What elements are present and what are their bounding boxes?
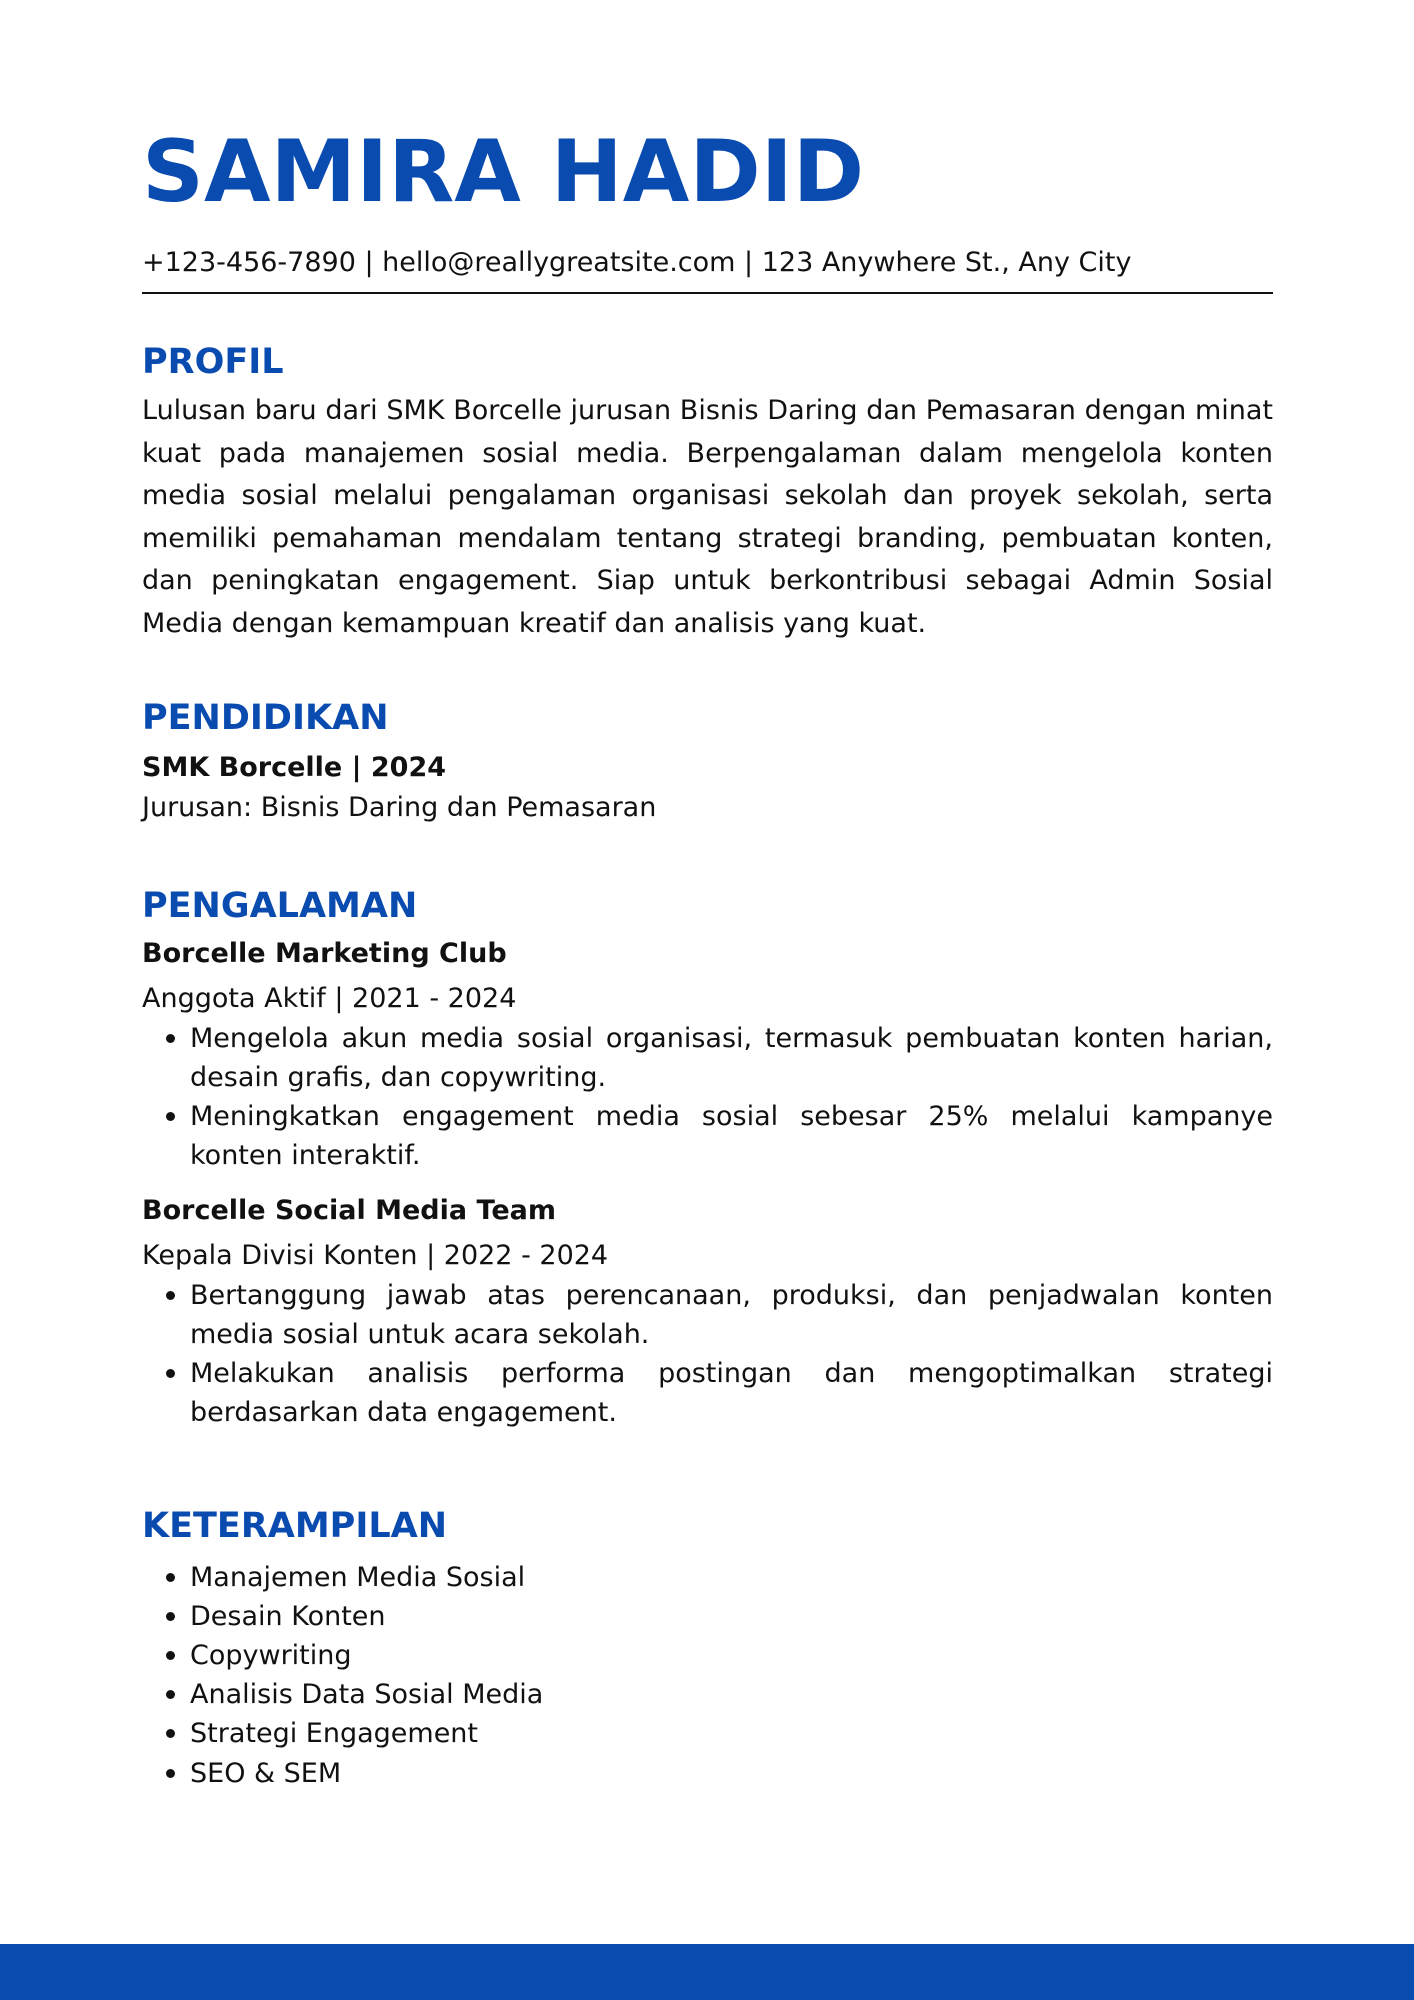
skill-text: Manajemen Media Sosial	[190, 1561, 526, 1593]
education-school: SMK Borcelle | 2024	[142, 751, 447, 783]
bullet-icon	[166, 1729, 175, 1738]
skills-heading: KETERAMPILAN	[142, 1505, 448, 1546]
list-item	[142, 1714, 1273, 1753]
bullet-text: Bertanggung jawab atas perencanaan, produksi, dan penjadwalan konten media sosial untuk acara sekolah.	[190, 1279, 1273, 1350]
experience-heading: PENGALAMAN	[142, 885, 418, 926]
bullet-text: Mengelola akun media sosial organisasi, termasuk pembuatan konten harian, desain grafis, dan copywriting.	[190, 1022, 1273, 1093]
bullet-icon	[166, 1034, 175, 1043]
list-item	[142, 1354, 1273, 1432]
job-bullets	[142, 1019, 1273, 1175]
bullet-text: Meningkatkan engagement media sosial sebesar 25% melalui kampanye konten interaktif.	[190, 1100, 1273, 1171]
job-org: Borcelle Marketing Club	[142, 937, 507, 969]
bullet-icon	[166, 1369, 175, 1378]
bullet-icon	[166, 1690, 175, 1699]
resume-page	[142, 118, 1273, 1793]
footer-accent-bar	[0, 1944, 1414, 2000]
skill-text: SEO & SEM	[190, 1757, 342, 1789]
list-item	[142, 1675, 1273, 1714]
skill-text: Strategi Engagement	[190, 1718, 479, 1750]
job-meta: Anggota Aktif | 2021 - 2024	[142, 982, 517, 1014]
list-item	[142, 1636, 1273, 1675]
list-item	[142, 1558, 1273, 1597]
profile-heading: PROFIL	[142, 342, 284, 382]
list-item	[142, 1097, 1273, 1175]
bullet-icon	[166, 1612, 175, 1621]
contact-line: +123-456-7890 | hello@reallygreatsite.com | 123 Anywhere St., Any City	[142, 247, 1132, 278]
header-divider	[142, 292, 1273, 294]
list-item	[142, 1019, 1273, 1097]
profile-text: Lulusan baru dari SMK Borcelle jurusan Bisnis Daring dan Pemasaran dengan minat kuat pada manajemen sosial media. Berpengalaman dalam mengelola konten media sosial melalui pengalaman organisasi sekolah dan proyek sekolah, serta memiliki pemahaman mendalam tentang strategi branding, pembuatan konten, dan peningkatan engagement. Siap untuk berkontribusi sebagai Admin Sosial Media dengan kemampuan kreatif dan analisis yang kuat.	[142, 395, 1273, 639]
bullet-icon	[166, 1573, 175, 1582]
job-bullets	[142, 1276, 1273, 1432]
list-item	[142, 1754, 1273, 1793]
job-org: Borcelle Social Media Team	[142, 1194, 556, 1226]
education-major: Jurusan: Bisnis Daring dan Pemasaran	[142, 791, 657, 823]
education-heading: PENDIDIKAN	[142, 697, 389, 738]
skill-text: Copywriting	[190, 1639, 352, 1671]
list-item	[142, 1597, 1273, 1636]
bullet-icon	[166, 1291, 175, 1300]
skill-text: Desain Konten	[190, 1600, 386, 1632]
job-meta: Kepala Divisi Konten | 2022 - 2024	[142, 1239, 609, 1271]
candidate-name: SAMIRA HADID	[142, 122, 865, 222]
bullet-icon	[166, 1112, 175, 1121]
list-item	[142, 1276, 1273, 1354]
bullet-text: Melakukan analisis performa postingan dan mengoptimalkan strategi berdasarkan data engagement.	[190, 1357, 1273, 1428]
bullet-icon	[166, 1651, 175, 1660]
bullet-icon	[166, 1769, 175, 1778]
skill-text: Analisis Data Sosial Media	[190, 1679, 544, 1711]
skills-list	[142, 1558, 1273, 1793]
